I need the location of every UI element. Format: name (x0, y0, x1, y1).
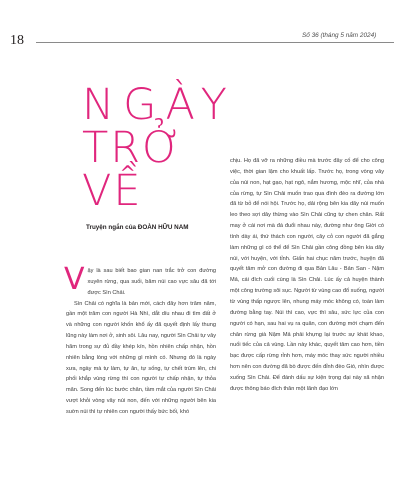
title-line-2: TRỞ (82, 123, 185, 173)
article-title (82, 80, 236, 216)
body-column-right (230, 156, 384, 395)
title-line-1: NGÀY (82, 80, 236, 130)
byline: Truyện ngắn của ĐOÀN HỮU NAM (86, 224, 189, 231)
body-paragraph: chịu. Họ đã vỡ ra những điều mà trước đây cố để cho công việc, thời gian lặm cho khuất lấp. Trước họ, trong vòng vây của núi non, hạt gạo, hạt ngô, nắm hương, mộc nhĩ, của nhà của rừng, tự Sìn Chải muốn trao qua đình đèo ra đường lớn đã từ bỏ để nói hội. Trước họ, dải rộng bên kia dãy núi muốn leo theo sợi dây thừng vào Sìn Chải cũng tự chen chân. Rất may ở cái nơi mà đá đuổi nhau này, đường như ông Giời có tính dày ái, thứ thách con người, cây cỏ con người đã gắng làm những gì có thể để Sìn Chải gần công đồng bên kia dãy núi, với huyện, với tỉnh. Giấn hai chục năm trước, huyện đã quyết tâm mở con đường đi qua Bản Lâu - Bản San - Nậm Mả, cái đích cuối cùng là Sìn Chải. Lúc ấy cả huyện thành một công trường sôi sục. Người từ vùng cao đổ xuống, người từ vùng thấp ngược lên, nhung máy móc không có, toàn làm đường bằng tay. Núi thì cao, vực thì sâu, sức lực của con người có hạn, sau hai vụ ra quân, con đường mới chạm đến chân rừng già Nậm Mả phải khựng lại trước sự khát khao, nuối tiếc của cả vùng. Lần này khác, quyết tâm cao hơn, tiền bạc được cấp rừng rỉnh hơn, máy móc thay sức người nhiều hơn nên con đường đã bò được đến đỉnh đèo Gió, nhìn được xuống Sìn Chải. Để đánh dấu sự kiện trọng đại này xã nhận được thông báo đích thân một lãnh đạo lớn (230, 158, 384, 392)
body-paragraph: Sìn Chải có nghĩa là bản mới, cách đây hơn trăm năm, gần một trăm con người Hà Nhì, dắt díu nhau đi tìm đất ở và những con người khốn khổ ấy đã quyết định lấy thung lũng này làm nơi ở, sinh sôi. Lâu nay, người Sìn Chải tự vây hãm trong sự đủ đầy khép kín, hồn nhiên chấp nhận, hồn nhiên bằng lòng với những gì mình có. Nhưng đó là ngày xưa, ngày mà tự làm, tự ăn, tự sống, tự chết trùm lên, chi phối khắp vùng rừng thì con người tự chấp nhận, tự thỏa mãn. Song đến lúc bước chân, tầm mắt của người Sìn Chải vượt khỏi vòng vây núi non, đến với những người bên kia suờn núi thì tự nhiên con người thấy bức bối, khó (66, 300, 216, 415)
body-paragraph: ậy là sau biết bao gian nan trắc trở con đường xuyên rừng, qua suối, băm núi cao vực sâu đã tới được Sìn Chải. (87, 268, 216, 296)
body-column-left (64, 262, 216, 418)
header-rule (36, 42, 394, 43)
drop-cap: V (64, 262, 85, 297)
page-number: 18 (10, 33, 24, 48)
issue-label: Số 36 (tháng 5 năm 2024) (302, 32, 377, 39)
title-line-3: VỀ (82, 166, 143, 216)
